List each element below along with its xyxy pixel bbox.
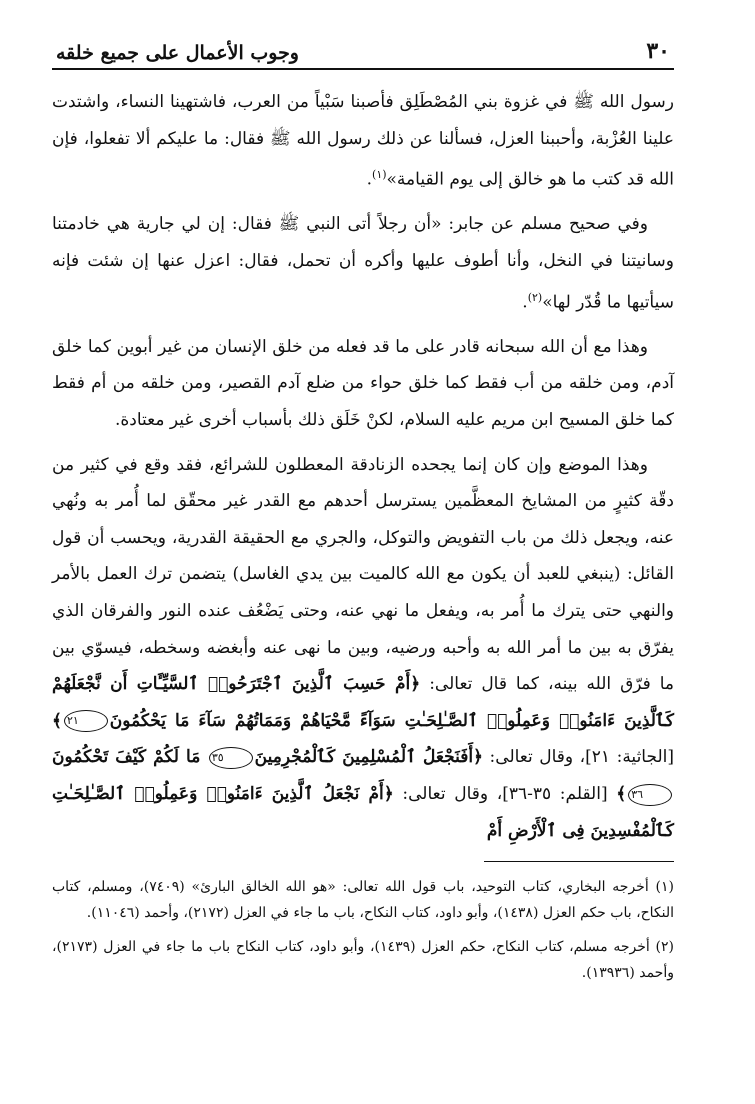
paragraph-4-text: وهذا الموضع وإن كان إنما يجحده الزنادقة المعطلون للشرائع، فقد وقع في كثير من دقّة كثيرٍ من المشايخ المعظَّمين يسترسل أحدهم مع القدر غير محقّق لما أُمر به ونُهي عنه، ويجعل ذلك من باب التفويض والتوكل، والجري مع الحقيقة القدرية، ويحسب أن قول القائل: (ينبغي للعبد أن يكون مع الله كالميت بين يدي الغاسل) يتضمن ترك العمل بالأمر والنهي حتى يترك ما أُمر به، ويفعل ما نهي عنه، وحتى يَضْعُف عنده النور والفرقان الذي يفرّق به بين ما أمر الله به وأحبه ورضيه، وبين ما نهى عنه وأبغضه وسخطه، فيسوّي بين ما فرّق الله بينه، كما قال تعالى: bbox=[52, 454, 675, 695]
quran-verse-3: ﴿أَمْ نَجْعَلُ ٱلَّذِينَ ءَامَنُوا۟ وَعَمِلُوا۟ ٱلصَّـٰلِحَـٰتِ كَٱلْمُفْسِدِينَ فِى ٱلْأَرْضِ أَمْ bbox=[52, 784, 674, 841]
footnote-ref-2[interactable]: (٢) bbox=[527, 290, 543, 304]
quran-verse-2: ﴿أَفَنَجْعَلُ ٱلْمُسْلِمِينَ كَٱلْمُجْرِمِينَ bbox=[254, 747, 484, 768]
paragraph-4 bbox=[52, 447, 674, 850]
ayah-number-marker: ٣٦ bbox=[628, 784, 672, 806]
quran-verse-2-close: ﴾ bbox=[616, 784, 627, 804]
paragraph-1 bbox=[52, 84, 674, 198]
footnote-separator bbox=[484, 861, 674, 862]
quran-reference-2: [القلم: ٣٥-٣٦]، bbox=[496, 784, 608, 804]
page-number: ٣٠ bbox=[646, 38, 670, 64]
joiner-text-2: وقال تعالى: bbox=[402, 784, 489, 804]
footnote-1: (١) أخرجه البخاري، كتاب التوحيد، باب قول الله تعالى: «هو الله الخالق البارئ» (٧٤٠٩)، ومسلم، كتاب النكاح، باب حكم العزل (١٤٣٨)، وأبو داود، كتاب النكاح، باب ما جاء في العزل (٢١٧٢)، وأحمد (١١٠٤٦). bbox=[52, 879, 674, 922]
paragraph-2-end: . bbox=[522, 292, 528, 313]
quran-verse-1-close: ﴾ bbox=[52, 710, 62, 731]
quran-verse-1: ﴿أَمْ حَسِبَ ٱلَّذِينَ ٱجْتَرَحُوا۟ ٱلسَّيِّـَٔاتِ أَن نَّجْعَلَهُمْ كَٱلَّذِينَ ءَامَنُوا۟ وَعَمِلُوا۟ ٱلصَّـٰلِحَـٰتِ سَوَآءً مَّحْيَاهُمْ وَمَمَاتُهُمْ سَآءَ مَا يَحْكُمُونَ bbox=[52, 674, 674, 731]
ayah-number-marker: ٣٥ bbox=[209, 747, 253, 769]
page-header bbox=[52, 36, 674, 70]
running-title: وجوب الأعمال على جميع خلقه bbox=[56, 42, 299, 64]
quran-verse-2-continued: مَا لَكُمْ كَيْفَ تَحْكُمُونَ bbox=[52, 747, 201, 768]
quran-reference-1: [الجاثية: ٢١]، bbox=[579, 747, 674, 768]
ayah-number-marker: ٢١ bbox=[64, 710, 108, 732]
joiner-text-1: وقال تعالى: bbox=[489, 747, 574, 768]
paragraph-2-text: وفي صحيح مسلم عن جابر: «أن رجلاً أتى النبي ﷺ فقال: إن لي جارية هي خادمتنا وسانيتنا في النخل، وأنا أطوف عليها وأكره أن تحمل، فقال: اعزل عنها إن شئت فإنه سيأتيها ما قُدّر لها» bbox=[52, 214, 674, 313]
book-page bbox=[52, 36, 674, 1076]
paragraph-3: وهذا مع أن الله سبحانه قادر على ما قد فعله من خلق الإنسان من غير أبوين كما خلق آدم، ومن خلقه من أب فقط كما خلق حواء من ضلع آدم القصير، ومن خلقه من أم فقط كما خلق المسيح ابن مريم عليه السلام، لكنْ خَلَق ذلك بأسباب أخرى غير معتادة. bbox=[52, 336, 674, 431]
paragraph-1-end: . bbox=[366, 169, 373, 190]
footnote-2: (٢) أخرجه مسلم، كتاب النكاح، حكم العزل (١٤٣٩)، وأبو داود، كتاب النكاح باب ما جاء في العزل (٢١٧٣)، وأحمد (١٣٩٣٦). bbox=[52, 939, 674, 982]
footnotes bbox=[52, 874, 674, 986]
footnote-ref-1[interactable]: (١) bbox=[372, 168, 387, 182]
paragraph-1-text: رسول الله ﷺ في غزوة بني المُصْطَلِق فأصبنا سَبْياً من العرب، فاشتهينا النساء، واشتدت علينا العُزْبة، وأحببنا العزل، فسألنا عن ذلك رسول الله ﷺ فقال: ما عليكم ألا تفعلوا، فإن الله قد كتب ما هو خالق إلى يوم القيامة» bbox=[52, 92, 674, 190]
paragraph-2 bbox=[52, 206, 674, 320]
main-text bbox=[52, 84, 674, 849]
